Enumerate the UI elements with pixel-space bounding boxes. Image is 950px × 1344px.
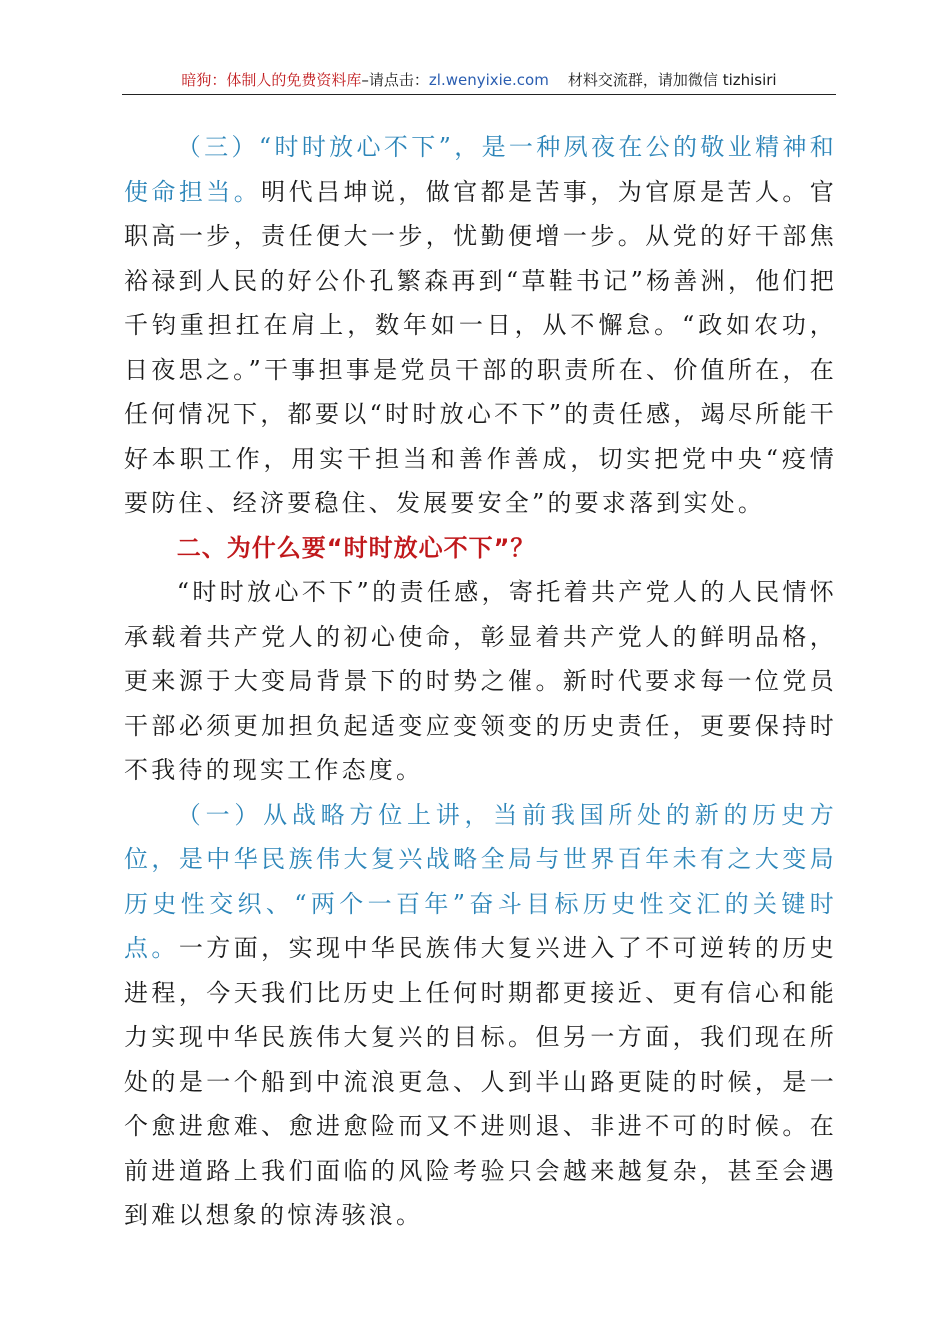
paragraph-three <box>124 125 837 526</box>
paragraph-one-body: 一方面，实现中华民族伟大复兴进入了不可逆转的历史进程，今天我们比历史上任何时期都更接近、更有信心和能力实现中华民族伟大复兴的目标。但另一方面，我们现在所处的是一个船到中流浪更急、人到半山路更陡的时候，是一个愈进愈难、愈进愈险而又不进则退、非进不可的时候。在前进道路上我们面临的风险考验只会越来越复杂，甚至会遇到难以想象的惊涛骇浪。 <box>124 934 837 1229</box>
paragraph-three-body: 明代吕坤说，做官都是苦事，为官原是苦人。官职高一步，责任便大一步，忧勤便增一步。从党的好干部焦裕禄到人民的好公仆孔繁森再到“草鞋书记”杨善洲，他们把千钧重担扛在肩上，数年如一日，从不懈怠。“政如农功，日夜思之。”干事担事是党员干部的职责所在、价值所在，在任何情况下，都要以“时时放心不下”的责任感，竭尽所能干好本职工作，用实干担当和善作善成，切实把党中央“疫情要防住、经济要稳住、发展要安全”的要求落到实处。 <box>124 177 838 517</box>
section-intro-paragraph: “时时放心不下”的责任感，寄托着共产党人的人民情怀承载着共产党人的初心使命，彰显着共产党人的鲜明品格，更来源于大变局背景下的时势之催。新时代要求每一位党员干部必须更加担负起适变应变领变的历史责任，更要保持时不我待的现实工作态度。 <box>124 578 837 784</box>
paragraph-one-lead: （一）从战略方位上讲，当前我国所处的新的历史方位，是中华民族伟大复兴战略全局与世界百年未有之大变局历史性交织、“两个一百年”奋斗目标历史性交汇的关键时点。 <box>124 800 837 962</box>
paragraph-one <box>124 793 837 1238</box>
page-header <box>122 70 836 95</box>
header-url-link[interactable]: zl.wenyixie.com <box>428 71 549 89</box>
header-brand: 暗狗：体制人的免费资料库 <box>181 71 362 89</box>
document-body <box>124 125 837 1238</box>
paragraph-three-lead: （三）“时时放心不下”，是一种夙夜在公的敬业精神和使命担当。 <box>124 133 837 206</box>
section-heading: 二、为什么要“时时放心不下”？ <box>176 533 536 562</box>
header-click-prompt: –请点击： <box>361 71 429 89</box>
header-wechat-note: 材料交流群，请加微信 tizhisiri <box>567 71 777 89</box>
